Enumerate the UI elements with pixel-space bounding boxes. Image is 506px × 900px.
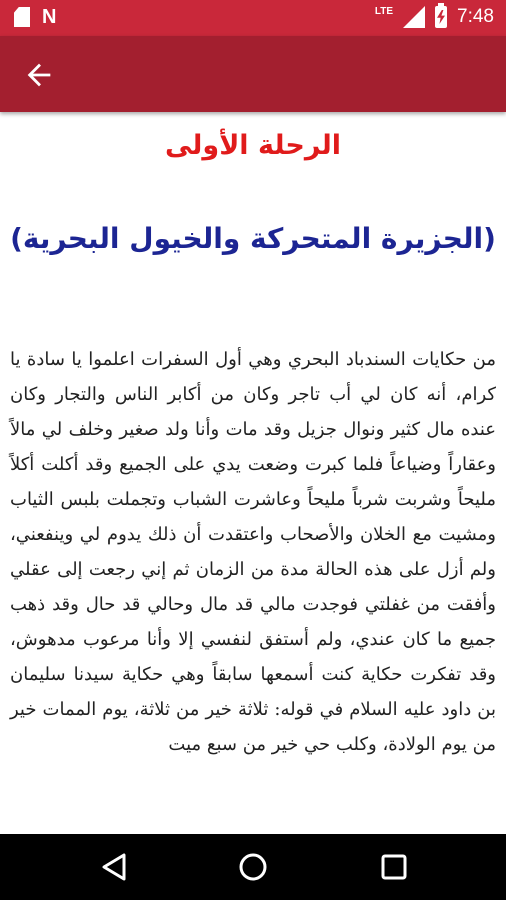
circle-home-icon[interactable] [237,851,269,883]
network-type: LTE [374,5,394,17]
battery-charging-icon [435,6,447,28]
sd-card-icon [14,7,30,27]
arrow-back-icon[interactable] [22,58,56,92]
triangle-back-icon[interactable] [98,851,130,883]
trip-title: الرحلة الأولى [164,130,342,161]
notification-n-icon: N [42,6,57,28]
clock: 7:48 [457,6,494,27]
square-recents-icon[interactable] [378,851,410,883]
story-paragraph: من حكايات السندباد البحري وهي أول السفرات اعلموا يا سادة يا كرام، أنه كان لي أب تاجر وكان من أكابر الناس والتجار وكان عنده مال كثير ونوال جزيل وقد مات وأنا ولد صغير وخلف لي مالاً وعقاراً وضياعاً فلما كبرت وضعت يدي على الجميع وقد أكلت أكلاً مليحاً وشربت شرباً مليحاً وعاشرت الشباب وتجملت بلبس الثياب ومشيت مع الخلان والأصحاب واعتقدت أن ذلك يدوم لي وينفعني، ولم أزل على هذه الحالة مدة من الزمان ثم إني رجعت إلى عقلي وأفقت من غفلتي فوجدت مالي قد مال وحالي قد حال وقد ذهب جميع ما كان عندي، ولم أستفق لنفسي إلا وأنا مرعوب مدهوش، وقد تفكرت حكاية كنت أسمعها سابقاً وهي حكاية سيدنا سليمان بن داود عليه السلام في قوله: ثلاثة خير من ثلاثة، يوم الممات خير من يوم الولادة، وكلب حي خير من سبع ميت [10,349,496,755]
signal-icon [403,6,425,28]
story-body [10,342,496,762]
story-content[interactable] [0,112,506,834]
app-bar [0,36,506,112]
navigation-bar [0,834,506,900]
status-bar [0,0,506,36]
story-title: (الجزيرة المتحركة والخيول البحرية) [10,222,496,255]
